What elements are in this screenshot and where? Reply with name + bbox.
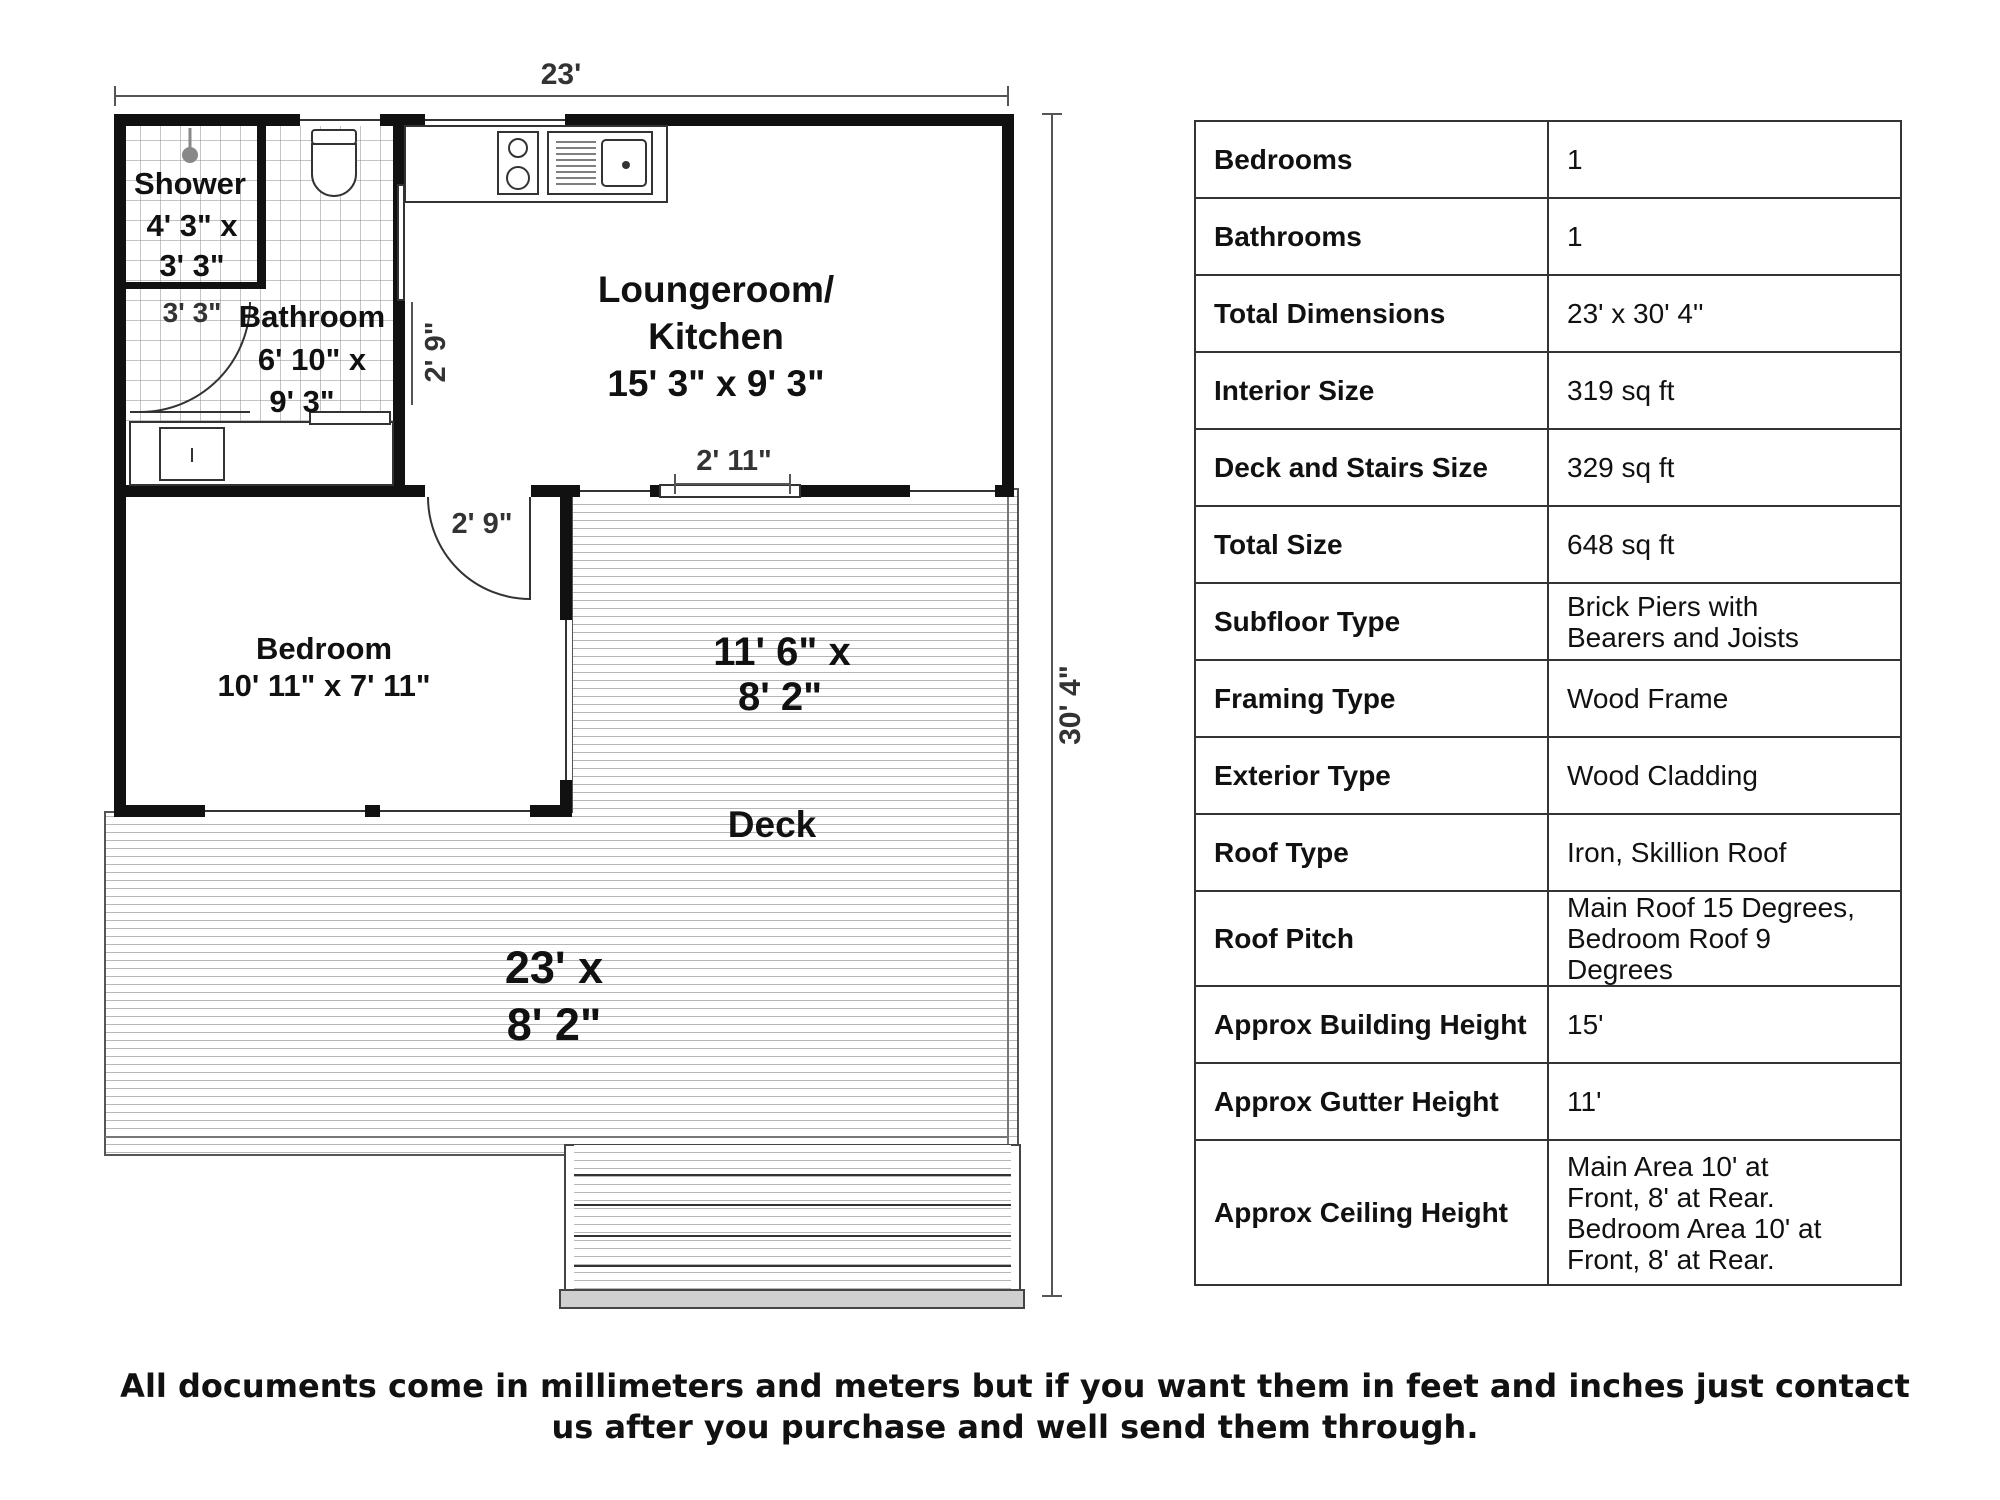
spec-value-line: 15' [1567,1009,1604,1040]
spec-row [1195,583,1901,660]
overall-width-dimension [115,58,1008,106]
lounge-side-door [398,185,404,300]
spec-label: Framing Type [1195,660,1548,737]
spec-row [1195,737,1901,814]
bath-door-dimension [412,302,452,405]
spec-label: Exterior Type [1195,737,1548,814]
spec-value-line: Main Area 10' at [1567,1150,1769,1182]
deck-lower-dim-2: 8' 2" [506,999,602,1050]
spec-value [1548,1063,1901,1140]
spec-value-line: Bearers and Joists [1567,621,1799,653]
spec-label: Approx Gutter Height [1195,1063,1548,1140]
bedroom-name: Bedroom [255,631,393,666]
spec-label: Total Size [1195,506,1548,583]
spec-row [1195,986,1901,1063]
spec-label: Subfloor Type [1195,583,1548,660]
spec-value [1548,352,1901,429]
spec-value [1548,583,1901,660]
spec-row [1195,660,1901,737]
bathroom-name: Bathroom [238,299,386,334]
lounge-name-2: Kitchen [648,316,784,357]
bathroom-dim-2: 9' 3" [269,384,335,419]
spec-value-line: Iron, Skillion Roof [1567,837,1787,868]
spec-value [1548,275,1901,352]
bed-door-label: 2' 9" [451,508,513,540]
spec-value [1548,1140,1901,1285]
deck-name: Deck [727,804,817,845]
spec-label: Bathrooms [1195,198,1548,275]
lounge-name-1: Loungeroom/ [597,269,835,310]
shower-dim-1: 4' 3" x [146,208,238,243]
spec-row [1195,1140,1901,1285]
footer-note: All documents come in millimeters and meters but if you want them in feet and inches just contact us after you purchase and well send them through. [120,1367,1910,1446]
spec-label: Approx Building Height [1195,986,1548,1063]
bath-door-label: 2' 9" [420,321,452,383]
lounge-dimensions: 15' 3" x 9' 3" [607,363,825,404]
shower-door-label: 3' 3" [162,297,222,328]
spec-value-line: 329 sq ft [1567,452,1675,483]
spec-row [1195,429,1901,506]
spec-value [1548,121,1901,198]
spec-label: Roof Pitch [1195,891,1548,986]
spec-row [1195,121,1901,198]
spec-value [1548,986,1901,1063]
spec-label: Total Dimensions [1195,275,1548,352]
deck-upper-dim-1: 11' 6" x [713,630,851,674]
bedroom-dimensions: 10' 11" x 7' 11" [217,668,431,703]
stairs [560,1145,1024,1308]
spec-value-line: Main Roof 15 Degrees, [1567,892,1855,923]
deck-lower-dim-1: 23' x [504,942,604,993]
spec-value-line: 1 [1567,221,1583,252]
spec-value-line: Wood Frame [1567,683,1729,714]
sliding-door [660,485,800,497]
spec-value-line: 319 sq ft [1567,375,1675,406]
spec-row [1195,506,1901,583]
spec-value [1548,660,1901,737]
spec-value [1548,506,1901,583]
deck-upper-dim-2: 8' 2" [737,675,823,719]
spec-row [1195,814,1901,891]
spec-value [1548,891,1901,986]
specifications-table [1194,120,1902,1286]
spec-value-line: Bedroom Area 10' at [1567,1212,1822,1244]
spec-value-line: Front, 8' at Rear. [1567,1243,1775,1275]
shower-head-icon [182,147,198,163]
shower-dim-2: 3' 3" [159,248,225,283]
spec-label: Bedrooms [1195,121,1548,198]
spec-value [1548,814,1901,891]
shower-name: Shower [134,166,246,201]
overall-depth-label: 30' 4" [1054,665,1087,745]
spec-value-line: Bedroom Roof 9 Degrees [1567,923,1771,985]
spec-label: Roof Type [1195,814,1548,891]
spec-row [1195,198,1901,275]
spec-row [1195,891,1901,986]
spec-value-line: Wood Cladding [1567,760,1758,791]
spec-label: Approx Ceiling Height [1195,1140,1548,1285]
spec-value-line: Front, 8' at Rear. [1567,1181,1775,1213]
spec-value-line: Brick Piers with [1567,590,1759,622]
spec-value [1548,198,1901,275]
spec-label: Interior Size [1195,352,1548,429]
spec-value-line: 1 [1567,144,1583,175]
spec-label: Deck and Stairs Size [1195,429,1548,506]
vanity [130,422,393,485]
lounge-door-label: 2' 11" [696,445,772,477]
spec-value-line: 11' [1567,1086,1602,1117]
toilet [312,130,356,196]
spec-row [1195,352,1901,429]
spec-value-line: 23' x 30' 4'' [1567,298,1704,329]
spec-row [1195,275,1901,352]
overall-depth-dimension [1042,114,1087,1296]
spec-row [1195,1063,1901,1140]
overall-width-label: 23' [540,58,582,91]
spec-value [1548,737,1901,814]
kitchen-bench [405,126,667,202]
spec-value [1548,429,1901,506]
bathroom-dim-1: 6' 10" x [257,342,367,377]
spec-value-line: 648 sq ft [1567,529,1675,560]
